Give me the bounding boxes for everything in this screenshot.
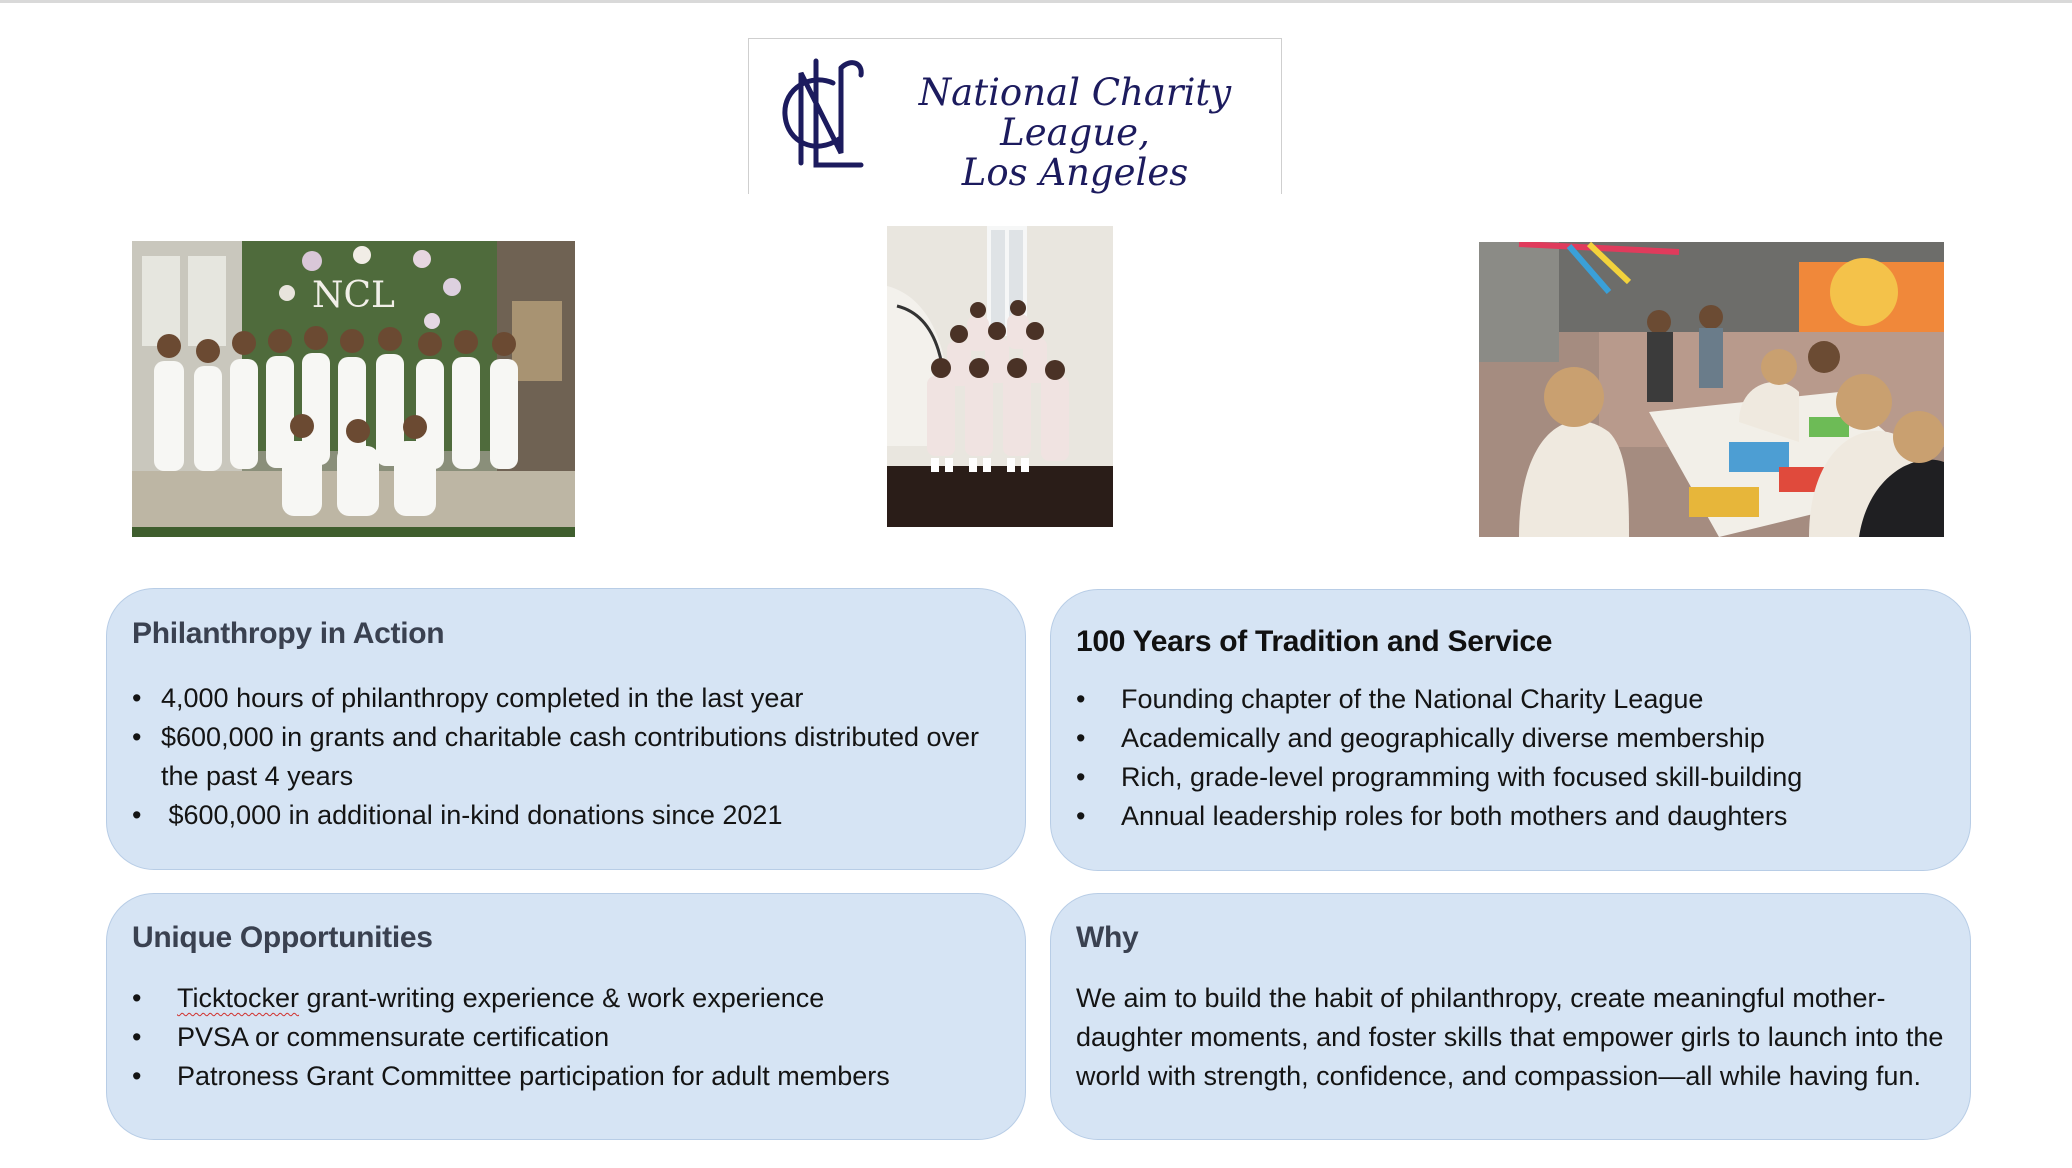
ncl-la-logo — [748, 38, 1282, 194]
bullet-icon: • — [132, 983, 142, 1013]
group-photo-craft-table — [1479, 242, 1944, 537]
top-border — [0, 0, 2072, 3]
spellcheck-word: Ticktocker — [177, 983, 300, 1013]
logo-line-1: National Charity League, — [918, 71, 1232, 154]
card-title-philanthropy: Philanthropy in Action — [132, 617, 445, 650]
ncl-monogram-icon — [771, 53, 871, 178]
bullet-icon: • — [132, 722, 142, 752]
tradition-bullet-list — [1076, 680, 1936, 836]
group-photo-white-dresses — [132, 241, 575, 537]
logo-wordmark — [885, 73, 1265, 193]
bullet-icon: • — [132, 800, 142, 830]
list-item: • Rich, grade-level programming with focused skill-building — [1076, 758, 1936, 797]
list-item: • $600,000 in grants and charitable cash contributions distributed over the past 4 years — [132, 718, 992, 796]
list-item: • Annual leadership roles for both mothers and daughters — [1076, 797, 1936, 836]
card-title-why: Why — [1076, 921, 1139, 954]
bullet-icon: • — [1076, 762, 1086, 792]
card-title-tradition: 100 Years of Tradition and Service — [1076, 625, 1553, 658]
list-item: • 4,000 hours of philanthropy completed in the last year — [132, 679, 992, 718]
card-why — [1050, 893, 1971, 1140]
list-item: • PVSA or commensurate certification — [132, 1018, 1012, 1057]
bullet-icon: • — [1076, 723, 1086, 753]
bullet-icon: • — [1076, 684, 1086, 714]
list-item: • Ticktocker grant-writing experience & work experience — [132, 979, 1012, 1018]
bullet-icon: • — [1076, 801, 1086, 831]
card-philanthropy-in-action — [106, 588, 1026, 870]
opportunities-bullet-list — [132, 979, 1012, 1096]
philanthropy-bullet-list — [132, 679, 992, 835]
ncl-banner-text: NCL — [312, 275, 395, 316]
bullet-icon: • — [132, 683, 142, 713]
list-item: • Patroness Grant Committee participation for adult members — [132, 1057, 1012, 1096]
group-photo-staircase — [887, 226, 1113, 527]
logo-line-2: Los Angeles — [961, 151, 1189, 194]
bullet-icon: • — [132, 1061, 142, 1091]
list-item: • Academically and geographically diverse membership — [1076, 719, 1936, 758]
list-item: • Founding chapter of the National Charity League — [1076, 680, 1936, 719]
card-title-opportunities: Unique Opportunities — [132, 921, 433, 954]
why-paragraph: We aim to build the habit of philanthropy, create meaningful mother-daughter moments, and foster skills that empower girls to launch into the world with strength, confidence, and compassion—all while having fun. — [1076, 983, 1944, 1091]
bullet-icon: • — [132, 1022, 142, 1052]
card-tradition-and-service — [1050, 589, 1971, 871]
card-unique-opportunities — [106, 893, 1026, 1140]
list-item: • $600,000 in additional in-kind donations since 2021 — [132, 796, 992, 835]
